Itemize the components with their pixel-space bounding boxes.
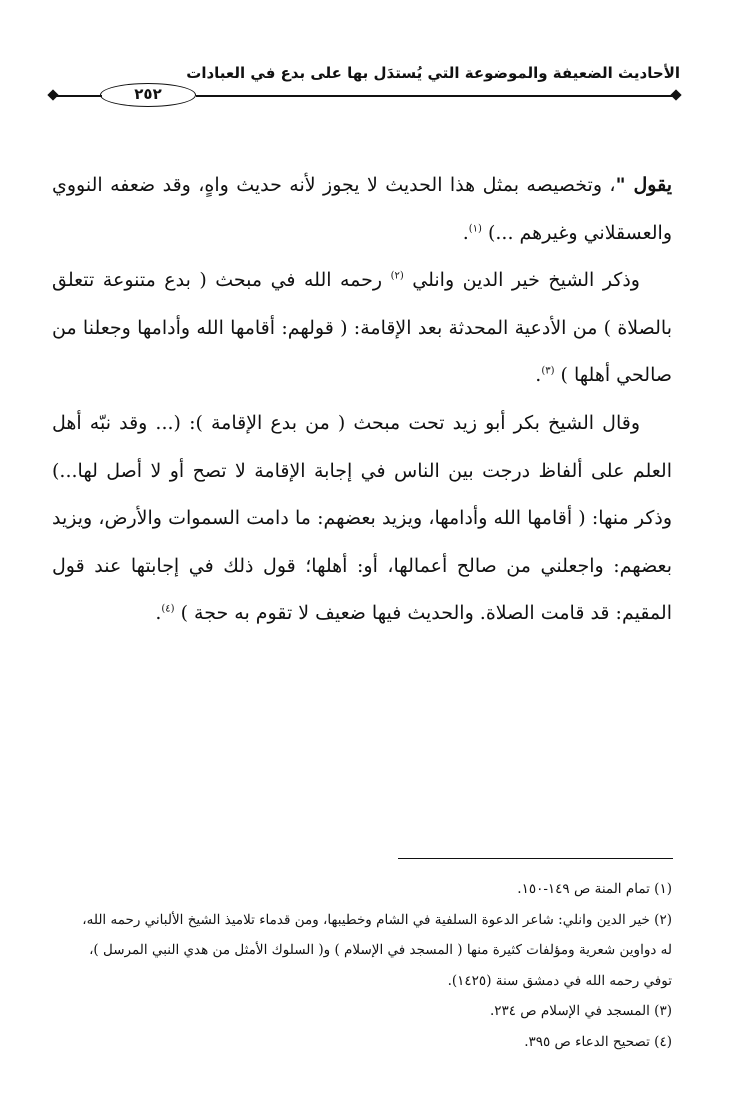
footnote-ref-2: (٢)	[390, 270, 404, 282]
page-number: ٢٥٢	[100, 83, 196, 107]
paragraph-3-text: وقال الشيخ بكر أبو زيد تحت مبحث ( من بدع الإقامة ): (... وقد نبّه أهل العلم على ألفاظ درجت بين الناس في إجابة الإقامة لا تصح أو لا أصل لها...) وذكر منها: ( أقامها الله وأدامها، ويزيد بعضهم: ما دامت السموات والأرض، ويزيد بعضهم: واجعلني من صالح أعمالها، أو: أهلها؛ قول ذلك في إجابتها عند قول المقيم: قد قامت الصلاة. والحديث فيها ضعيف لا تقوم به حجة )	[52, 411, 672, 625]
running-header-title: الأحاديث الضعيفة والموضوعة التي يُستدَل بها على بدع في العبادات	[186, 64, 680, 82]
footnote-4: (٤) تصحيح الدعاء ص ٣٩٥.	[524, 1033, 672, 1050]
main-text	[52, 162, 672, 638]
footnote-ref-4: (٤)	[161, 604, 175, 616]
footnote-separator	[398, 858, 673, 859]
paragraph-2	[52, 257, 672, 400]
footnotes	[50, 874, 672, 1057]
header-rule-left	[54, 95, 102, 97]
header-ornament-right	[670, 89, 681, 100]
paragraph-1-tail: .	[462, 221, 469, 244]
footnote-2-line-1: (٢) خير الدين وانلي: شاعر الدعوة السلفية في الشام وخطيبها، ومن قدماء تلاميذ الشيخ الألباني رحمه الله،	[82, 911, 672, 928]
footnote-ref-3: (٣)	[541, 366, 555, 378]
footnote-2-line-2: له دواوين شعرية ومؤلفات كثيرة منها ( المسجد في الإسلام ) و( السلوك الأمثل من هدي النبي المرسل )،	[89, 942, 672, 958]
footnote-ref-1: (١)	[468, 223, 482, 235]
paragraph-1-text: ، وتخصيصه بمثل هذا الحديث لا يجوز لأنه حديث واهٍ، وقد ضعفه النووي والعسقلاني وغيرهم ...)	[52, 174, 672, 244]
header-rule-right	[196, 95, 674, 97]
paragraph-3	[52, 400, 672, 638]
footnote-1: (١) تمام المنة ص ١٤٩-١٥٠.	[517, 881, 672, 897]
paragraph-3-tail: .	[155, 602, 162, 625]
paragraph-1	[52, 162, 672, 257]
paragraph-2-tail: .	[535, 364, 542, 387]
paragraph-2-text-a: وذكر الشيخ خير الدين وانلي	[403, 269, 640, 292]
footnote-3: (٣) المسجد في الإسلام ص ٢٣٤.	[489, 1003, 672, 1019]
paragraph-1-lead: يقول "	[615, 174, 672, 196]
paragraph-2-text-b: رحمه الله في مبحث ( بدع متنوعة تتعلق بالصلاة ) من الأدعية المحدثة بعد الإقامة: ( قولهم: أقامها الله وأدامها وجعلنا من صالحي أهلها )	[52, 269, 672, 387]
footnote-2-line-3: توفي رحمه الله في دمشق سنة (١٤٢٥).	[447, 972, 672, 989]
